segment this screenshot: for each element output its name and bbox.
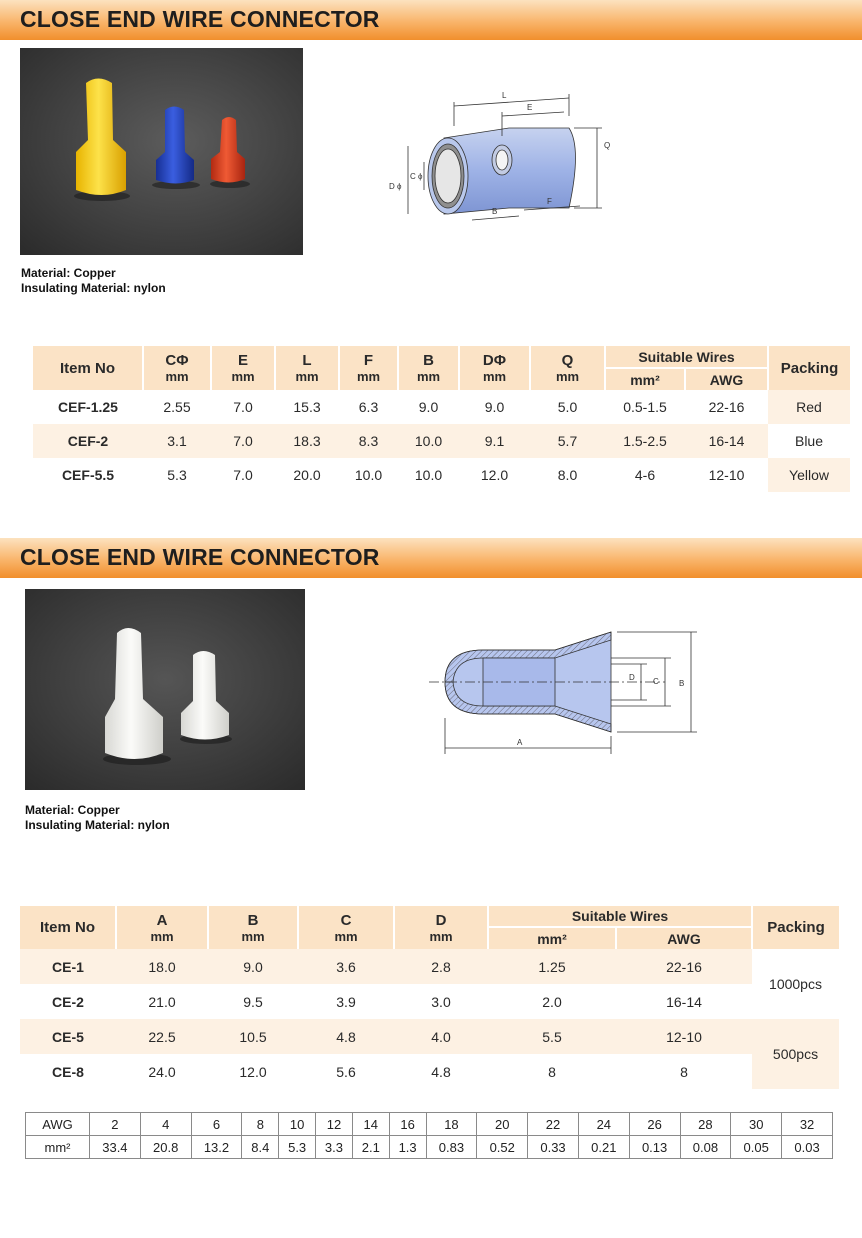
cell-b: 9.5 <box>243 993 263 1010</box>
cell-awg: 16-14 <box>708 433 745 449</box>
section2-insulating: Insulating Material: nylon <box>25 818 170 832</box>
col-b <box>208 906 298 949</box>
cell-item: CE-1 <box>52 958 84 975</box>
mm2-cell: 0.83 <box>426 1136 477 1159</box>
cell-item: CE-5 <box>52 1028 84 1045</box>
section2-banner <box>0 538 862 578</box>
awg-cell: 22 <box>528 1113 579 1136</box>
mm2-cell: 0.33 <box>528 1136 579 1159</box>
cell-e: 7.0 <box>233 399 253 415</box>
table-row <box>33 424 850 458</box>
cell-d: 4.8 <box>431 1063 451 1080</box>
col-c-label: CΦ <box>165 352 189 369</box>
cell-awg: 12-10 <box>708 467 745 483</box>
mm2-row-label: mm² <box>26 1136 90 1159</box>
mm2-cell: 0.21 <box>578 1136 629 1159</box>
cell-c: 5.3 <box>167 467 187 483</box>
cell-l: 15.3 <box>293 399 321 415</box>
cell-b: 10.0 <box>414 467 443 483</box>
mm2-cell: 0.52 <box>477 1136 528 1159</box>
col-f <box>339 346 398 390</box>
col-item-no: Item No <box>20 906 116 949</box>
awg-cell: 30 <box>731 1113 782 1136</box>
table-row <box>20 1019 839 1054</box>
awg-cell: 6 <box>191 1113 242 1136</box>
col-a-label: A <box>156 911 168 929</box>
awg-cell: 2 <box>90 1113 141 1136</box>
mm2-cell: 0.13 <box>629 1136 680 1159</box>
cell-c: 2.55 <box>163 399 191 415</box>
section2-spec-table <box>20 906 839 1089</box>
col-e-label: E <box>237 352 248 369</box>
section2-material: Material: Copper <box>25 803 120 817</box>
cell-a: 21.0 <box>148 993 176 1010</box>
awg-cell: 10 <box>279 1113 316 1136</box>
col-awg: AWG <box>685 368 768 390</box>
col-d-unit: mm <box>482 369 507 384</box>
col-b <box>398 346 459 390</box>
diagram-label-e: E <box>527 103 533 112</box>
table-row <box>20 1054 839 1089</box>
section1-spec-table <box>33 346 850 492</box>
cell-mm2: 8 <box>548 1063 556 1080</box>
mm2-cell: 33.4 <box>90 1136 141 1159</box>
cell-item: CE-2 <box>52 993 84 1010</box>
mm2-cell: 0.05 <box>731 1136 782 1159</box>
mm2-cell: 2.1 <box>352 1136 389 1159</box>
cell-awg: 12-10 <box>666 1028 702 1045</box>
col-d <box>394 906 488 949</box>
col-c-unit: mm <box>165 369 189 384</box>
section1-banner <box>0 0 862 40</box>
section1-title: CLOSE END WIRE CONNECTOR <box>20 6 380 32</box>
mm2-cell: 8.4 <box>242 1136 279 1159</box>
cell-mm2: 0.5-1.5 <box>623 399 667 415</box>
cell-c: 3.6 <box>336 958 356 975</box>
awg-cell: 32 <box>782 1113 833 1136</box>
awg-cell: 8 <box>242 1113 279 1136</box>
cell-awg: 22-16 <box>666 958 702 975</box>
cell-a: 24.0 <box>148 1063 176 1080</box>
col-q-label: Q <box>561 352 574 369</box>
mm2-cell: 5.3 <box>279 1136 316 1159</box>
cell-c: 4.8 <box>336 1028 356 1045</box>
col-f-label: F <box>363 352 374 369</box>
col-suitable-wires: Suitable Wires <box>605 346 768 368</box>
col-l-unit: mm <box>295 369 319 384</box>
awg-cell: 4 <box>140 1113 191 1136</box>
table-header-row <box>33 346 850 368</box>
mm2-cell: 0.08 <box>680 1136 731 1159</box>
mm2-cell: 3.3 <box>316 1136 353 1159</box>
cell-d: 4.0 <box>431 1028 451 1045</box>
awg-conversion-table <box>25 1112 833 1159</box>
table-row <box>20 984 839 1019</box>
cell-item: CEF-5.5 <box>61 467 115 483</box>
col-d-label: D <box>435 911 447 929</box>
mm2-cell: 20.8 <box>140 1136 191 1159</box>
diagram-label-q: Q <box>604 141 611 150</box>
awg-cell: 12 <box>316 1113 353 1136</box>
cell-q: 5.0 <box>557 399 578 415</box>
cell-l: 20.0 <box>293 467 321 483</box>
col-l-label: L <box>302 352 312 369</box>
col-mm2: mm² <box>605 368 685 390</box>
cell-packing-group: 500pcs <box>752 1019 839 1089</box>
cell-mm2: 1.5-2.5 <box>623 433 667 449</box>
col-a <box>116 906 208 949</box>
col-q-unit: mm <box>555 369 580 384</box>
cell-d: 12.0 <box>480 467 509 483</box>
diagram-label-a: A <box>517 738 523 747</box>
table-row <box>20 949 839 984</box>
cell-awg: 8 <box>680 1063 688 1080</box>
awg-cell: 14 <box>352 1113 389 1136</box>
cell-c: 5.6 <box>336 1063 356 1080</box>
awg-cell: 24 <box>578 1113 629 1136</box>
section1-dimension-diagram <box>384 86 624 241</box>
col-b-label: B <box>247 911 259 929</box>
cell-b: 10.5 <box>239 1028 267 1045</box>
cell-l: 18.3 <box>293 433 321 449</box>
diagram-label-f: F <box>547 197 552 206</box>
col-b-unit: mm <box>241 928 265 944</box>
cell-mm2: 4-6 <box>634 467 656 483</box>
section2-dimension-diagram <box>425 628 705 767</box>
col-f-unit: mm <box>356 369 381 384</box>
cell-awg: 16-14 <box>666 993 702 1010</box>
cell-f: 6.3 <box>358 399 379 415</box>
table-header-row <box>20 906 839 927</box>
cell-packing: Blue <box>768 424 850 458</box>
cell-e: 7.0 <box>233 433 253 449</box>
col-l <box>275 346 339 390</box>
col-e-unit: mm <box>231 369 255 384</box>
col-item-no: Item No <box>33 346 143 390</box>
section2-product-photo <box>25 589 305 790</box>
section1-material: Material: Copper <box>21 266 116 280</box>
col-awg: AWG <box>616 927 752 949</box>
col-d <box>459 346 530 390</box>
awg-cell: 26 <box>629 1113 680 1136</box>
cell-d: 3.0 <box>431 993 451 1010</box>
mm2-cell: 13.2 <box>191 1136 242 1159</box>
section1-material-info <box>21 266 166 296</box>
table-row <box>33 458 850 492</box>
cell-d: 9.0 <box>484 399 505 415</box>
diagram-label-d: D ϕ <box>389 182 402 191</box>
cell-a: 18.0 <box>148 958 176 975</box>
col-b-unit: mm <box>416 369 441 384</box>
cell-q: 8.0 <box>557 467 578 483</box>
col-c-label: C <box>340 911 352 929</box>
cell-d: 9.1 <box>484 433 505 449</box>
col-packing: Packing <box>767 919 825 936</box>
col-e <box>211 346 275 390</box>
awg-cell: 18 <box>426 1113 477 1136</box>
diagram-label-l: L <box>502 91 507 100</box>
diagram-label-c: C ϕ <box>410 172 423 181</box>
cell-e: 7.0 <box>233 467 253 483</box>
cell-mm2: 5.5 <box>542 1028 562 1045</box>
mm2-cell: 0.03 <box>782 1136 833 1159</box>
cell-item: CE-8 <box>52 1063 84 1080</box>
diagram-label-d: D <box>629 673 635 682</box>
cell-item: CEF-2 <box>67 433 109 449</box>
section2-material-info <box>25 803 170 833</box>
col-c <box>298 906 394 949</box>
cell-packing: Yellow <box>768 458 850 492</box>
cell-b: 9.0 <box>243 958 263 975</box>
col-d-unit: mm <box>429 928 453 944</box>
col-packing: Packing <box>780 359 839 377</box>
cell-f: 8.3 <box>358 433 379 449</box>
cell-packing: Red <box>768 390 850 424</box>
cell-c: 3.9 <box>336 993 356 1010</box>
col-c-unit: mm <box>334 928 358 944</box>
diagram-label-b: B <box>492 207 498 216</box>
cell-b: 9.0 <box>418 399 439 415</box>
cell-awg: 22-16 <box>708 399 745 415</box>
col-d-label: DΦ <box>482 352 507 369</box>
table-row <box>33 390 850 424</box>
cell-f: 10.0 <box>354 467 383 483</box>
awg-cell: 28 <box>680 1113 731 1136</box>
cell-c: 3.1 <box>167 433 187 449</box>
section2-title: CLOSE END WIRE CONNECTOR <box>20 544 380 570</box>
diagram-label-b: B <box>679 679 685 688</box>
awg-cell: 20 <box>477 1113 528 1136</box>
cell-b: 10.0 <box>414 433 443 449</box>
cell-b: 12.0 <box>239 1063 267 1080</box>
cell-item: CEF-1.25 <box>58 399 118 415</box>
col-a-unit: mm <box>150 928 174 944</box>
cell-mm2: 1.25 <box>538 958 566 975</box>
awg-row <box>26 1113 833 1136</box>
cell-a: 22.5 <box>148 1028 176 1045</box>
awg-row-label: AWG <box>26 1113 90 1136</box>
col-q <box>530 346 605 390</box>
cell-packing-group: 1000pcs <box>752 949 839 1019</box>
awg-cell: 16 <box>389 1113 426 1136</box>
cell-q: 5.7 <box>557 433 578 449</box>
col-mm2: mm² <box>488 927 616 949</box>
col-suitable-wires: Suitable Wires <box>488 906 752 927</box>
cell-mm2: 2.0 <box>542 993 562 1010</box>
col-b-label: B <box>423 352 434 369</box>
cell-d: 2.8 <box>431 958 451 975</box>
section1-insulating: Insulating Material: nylon <box>21 281 166 295</box>
mm2-row <box>26 1136 833 1159</box>
mm2-cell: 1.3 <box>389 1136 426 1159</box>
col-c <box>143 346 211 390</box>
diagram-label-c: C <box>653 677 659 686</box>
section1-product-photo <box>20 48 303 255</box>
